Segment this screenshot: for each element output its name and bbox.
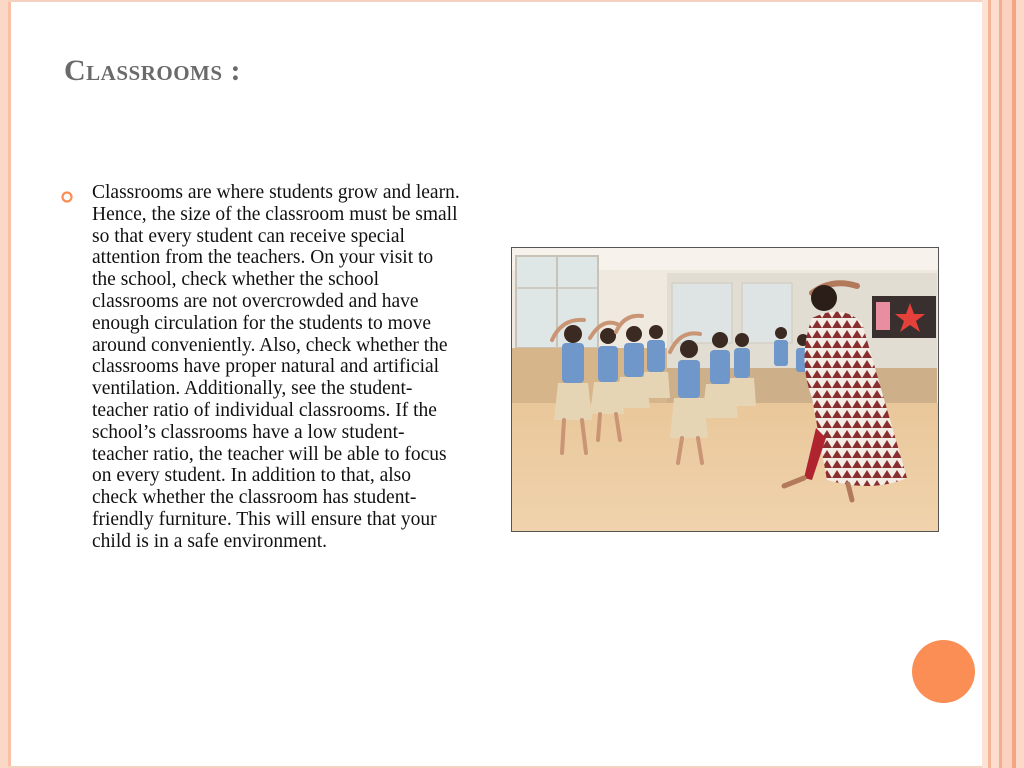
slide-title: Classrooms : (64, 54, 242, 87)
top-border-line (8, 0, 982, 2)
right-stripes (982, 0, 1024, 768)
dance-class-image (512, 248, 939, 532)
ring-bullet-icon (60, 190, 74, 204)
bullet-text: Classrooms are where students grow and learn. Hence, the size of the classroom must be small so that every student can receive special attention from the teachers. On your visit to the school, check whether the school classrooms are not overcrowded and have enough circulation for the students to move around conveniently. Also, check whether the classrooms have proper natural and artificial ventilation. Additionally, see the student-teacher ratio of individual classrooms. If the school’s classrooms have a low student-teacher ratio, the teacher will be able to focus on every student. In addition to that, also check whether the classroom has student-friendly furniture. This will ensure that your child is in a safe environment. (92, 182, 460, 552)
left-border (0, 0, 8, 768)
classroom-photo (511, 247, 939, 532)
left-border-line (8, 0, 11, 768)
bullet-item (60, 182, 460, 553)
orange-circle-icon (912, 640, 975, 703)
